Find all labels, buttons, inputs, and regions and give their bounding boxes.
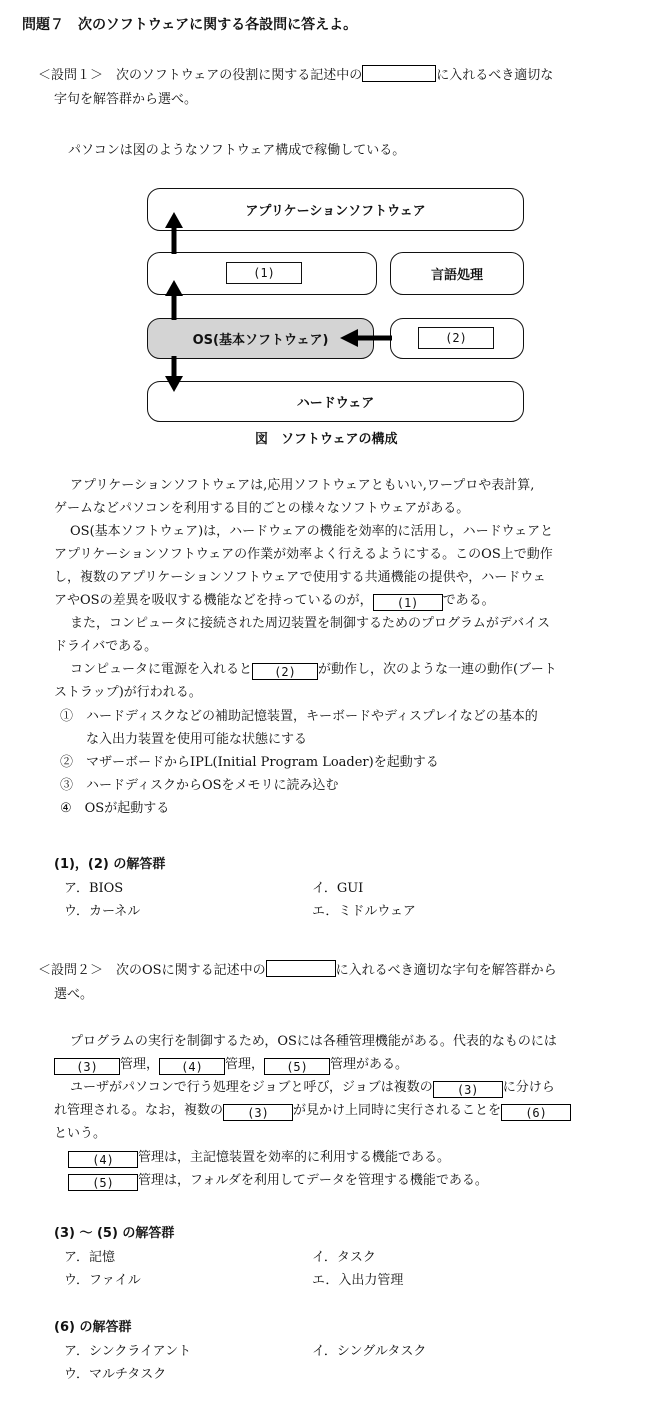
q2-paragraph1-line2: (3) 管理， (4) 管理， (5) 管理がある。 xyxy=(54,1054,408,1075)
q2-paragraph1-line1: プログラムの実行を制御するため，OSには各種管理機能がある。代表的なものには xyxy=(70,1034,557,1049)
answer-u-multi-task: ウ．マルチタスク xyxy=(64,1367,167,1382)
arrow-up-to-app xyxy=(165,212,183,254)
figure-blank-1: (1) xyxy=(226,262,302,284)
blank-5: (5) xyxy=(264,1058,330,1075)
figure-blank-2: (2) xyxy=(418,327,494,349)
paragraph-boot-line1: コンピュータに電源を入れると (2) が動作し，次のような一連の動作(ブート xyxy=(70,662,557,679)
q2-paragraph2-line3: という。 xyxy=(54,1126,107,1141)
hardware-layer-box: ハードウェア xyxy=(147,381,524,422)
blank-3: (3) xyxy=(54,1058,120,1075)
answer-e-io: エ．入出力管理 xyxy=(312,1273,404,1288)
blank-4: (4) xyxy=(159,1058,225,1075)
q1-prompt-line2: 字句を解答群から選べ。 xyxy=(54,92,198,107)
blank-5: (5) xyxy=(68,1174,138,1191)
arrow-up-to-middle xyxy=(165,280,183,320)
answers-1-2-heading: (1)，(2) の解答群 xyxy=(54,857,166,872)
answer-u-file: ウ．ファイル xyxy=(64,1273,141,1288)
paragraph-driver-line2: ドライバである。 xyxy=(54,639,158,654)
paragraph-os-line1: OS(基本ソフトウェア)は，ハードウェアの機能を効率的に活用し，ハードウェアと xyxy=(70,524,554,539)
answer-i-task: イ．タスク xyxy=(312,1250,376,1265)
paragraph-os-line4: アやOSの差異を吸収する機能などを持っているのが， (1) である。 xyxy=(54,593,495,610)
paragraph-boot-line2: ストラップ)が行われる。 xyxy=(54,685,202,700)
q2-prompt-line2: 選べ。 xyxy=(54,987,94,1002)
paragraph-os-line2: アプリケーションソフトウェアの作業が効率よく行えるようにする。このOS上で動作 xyxy=(54,547,553,562)
arrow-down-to-hardware xyxy=(165,356,183,392)
boot-step-1-cont: な入出力装置を使用可能な状態にする xyxy=(86,732,308,747)
blank-2: (2) xyxy=(252,663,318,680)
question-title: 問題７ 次のソフトウェアに関する各設問に答えよ。 xyxy=(22,17,358,33)
language-processing-box: 言語処理 xyxy=(390,252,524,295)
answer-i-gui: イ．GUI xyxy=(312,881,364,896)
answer-e-middleware: エ．ミドルウェア xyxy=(312,904,416,919)
answer-u-kernel: ウ．カーネル xyxy=(64,904,141,919)
blank-6: (6) xyxy=(501,1104,571,1121)
answer-a-memory: ア．記憶 xyxy=(64,1250,115,1265)
blank-3: (3) xyxy=(223,1104,293,1121)
boot-step-4: ④ OSが起動する xyxy=(60,801,170,816)
answers-6-heading: (6) の解答群 xyxy=(54,1320,132,1335)
os-box: OS(基本ソフトウェア) xyxy=(147,318,374,359)
paragraph-app-line2: ゲームなどパソコンを利用する目的ごとの様々なソフトウェアがある。 xyxy=(54,501,470,516)
paragraph-app-line1: アプリケーションソフトウェアは,応用ソフトウェアともいい,ワープロや表計算, xyxy=(70,478,535,493)
paragraph-driver-line1: また，コンピュータに接続された周辺装置を制御するためのプログラムがデバイス xyxy=(70,616,550,631)
answer-a-bios: ア．BIOS xyxy=(64,881,124,896)
figure-caption: 図 ソフトウェアの構成 xyxy=(255,432,398,447)
boot-step-3: ③ ハードディスクからOSをメモリに読み込む xyxy=(60,778,339,793)
blank-placeholder xyxy=(266,960,336,977)
application-layer-box: アプリケーションソフトウェア xyxy=(147,188,524,231)
blank-3: (3) xyxy=(433,1081,503,1098)
boot-step-1: ① ハードディスクなどの補助記憶装置，キーボードやディスプレイなどの基本的 xyxy=(60,709,538,724)
figure-arrows xyxy=(0,0,672,460)
paragraph-os-line3: し，複数のアプリケーションソフトウェアで使用する共通機能の提供や，ハードウェ xyxy=(54,570,546,585)
q2-paragraph3: (4) 管理は，主記憶装置を効率的に利用する機能である。 xyxy=(68,1147,450,1168)
q2-paragraph4: (5) 管理は，フォルダを利用してデータを管理する機能である。 xyxy=(68,1170,488,1191)
boot-step-2: ② マザーボードからIPL(Initial Program Loader)を起動する xyxy=(60,755,439,770)
q1-intro: パソコンは図のようなソフトウェア構成で稼働している。 xyxy=(68,143,406,158)
q2-paragraph2-line2: れ管理される。なお，複数の (3) が見かけ上同時に実行されることを (6) xyxy=(54,1100,571,1121)
answer-i-single-task: イ．シングルタスク xyxy=(312,1344,427,1359)
blank-1: (1) xyxy=(373,594,443,611)
q2-paragraph2-line1: ユーザがパソコンで行う処理をジョブと呼び，ジョブは複数の (3) に分けら xyxy=(70,1080,555,1097)
q1-prompt-line1: ＜設問１＞ 次のソフトウェアの役割に関する記述中の に入れるべき適切な xyxy=(38,65,553,86)
blank-4: (4) xyxy=(68,1151,138,1168)
arrow-left-to-os xyxy=(340,329,392,347)
answers-3-5-heading: (3) ～ (5) の解答群 xyxy=(54,1226,175,1241)
answer-a-thin-client: ア．シンクライアント xyxy=(64,1344,192,1359)
q2-prompt-line1: ＜設問２＞ 次のOSに関する記述中の に入れるべき適切な字句を解答群から xyxy=(38,960,557,981)
